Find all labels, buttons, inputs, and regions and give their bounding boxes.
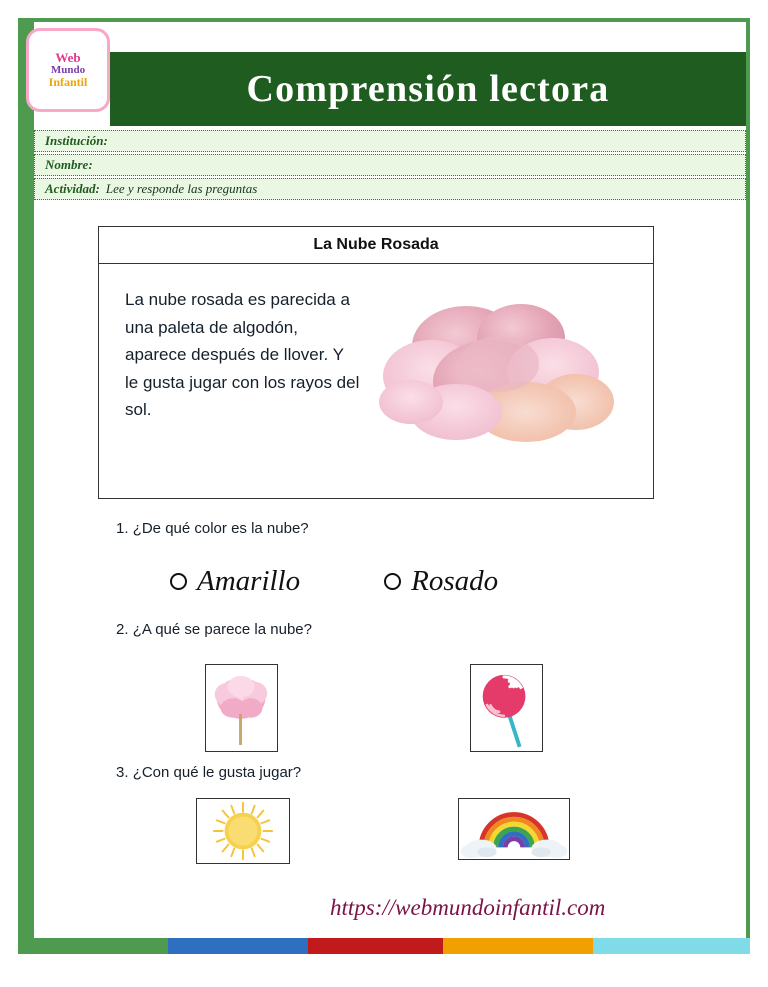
strip-segment-orange <box>443 938 593 954</box>
frame-left-bar <box>18 18 34 938</box>
question-1-number: 1. <box>116 520 129 537</box>
field-nombre-label: Nombre: <box>45 157 93 172</box>
question-2-number: 2. <box>116 621 129 638</box>
field-actividad-label: Actividad: <box>45 181 100 196</box>
radio-circle-icon[interactable] <box>384 573 401 590</box>
answer-image-sun[interactable] <box>196 798 290 864</box>
reading-illustration-wrap <box>361 264 653 498</box>
reading-body <box>99 264 653 498</box>
question-1-options <box>170 558 650 604</box>
reading-text: La nube rosada es parecida a una paleta de algodón, aparece después de llover. Y le gusta jugar con los rayos del sol. <box>125 290 360 420</box>
answer-image-cotton-candy[interactable] <box>205 664 278 752</box>
field-nombre[interactable] <box>34 154 746 176</box>
site-logo[interactable] <box>26 28 110 112</box>
radio-circle-icon[interactable] <box>170 573 187 590</box>
pink-cloud-icon <box>371 294 621 464</box>
footer-url[interactable]: https://webmundoinfantil.com <box>330 895 606 920</box>
strip-segment-cyan <box>593 938 750 954</box>
frame-bottom-color-strip <box>18 938 750 954</box>
option-rosado[interactable] <box>384 565 498 598</box>
frame-right-border <box>746 18 750 938</box>
field-actividad[interactable] <box>34 178 746 200</box>
logo-line-mundo: Mundo <box>50 63 86 76</box>
question-2-text: ¿A qué se parece la nube? <box>132 621 312 638</box>
form-fields <box>34 130 746 200</box>
strip-segment-green <box>18 938 168 954</box>
rainbow-icon <box>459 799 569 859</box>
option-rosado-label: Rosado <box>411 564 499 597</box>
option-amarillo-label: Amarillo <box>197 564 301 597</box>
sun-icon <box>197 799 289 863</box>
question-3-text: ¿Con qué le gusta jugar? <box>132 764 302 781</box>
question-1 <box>116 520 309 537</box>
answer-image-rainbow[interactable] <box>458 798 570 860</box>
question-1-text: ¿De qué color es la nube? <box>132 520 309 537</box>
reading-passage-box <box>98 226 654 499</box>
logo-line-infantil: Infantil <box>48 75 88 90</box>
cotton-candy-icon <box>206 665 277 751</box>
strip-segment-blue <box>168 938 308 954</box>
question-2 <box>116 621 312 638</box>
answer-image-lollipop[interactable] <box>470 664 543 752</box>
header-banner <box>110 52 746 126</box>
lollipop-icon <box>471 665 542 751</box>
logo-line-web: Web <box>55 50 81 66</box>
field-institucion-label: Institución: <box>45 133 108 148</box>
field-actividad-value: Lee y responde las preguntas <box>105 181 258 196</box>
reading-title: La Nube Rosada <box>99 227 653 264</box>
page-title: Comprensión lectora <box>246 68 610 110</box>
option-amarillo[interactable] <box>170 565 300 598</box>
question-3 <box>116 764 301 781</box>
strip-segment-red <box>308 938 443 954</box>
field-institucion[interactable] <box>34 130 746 152</box>
frame-top-border <box>18 18 750 22</box>
question-3-number: 3. <box>116 764 129 781</box>
